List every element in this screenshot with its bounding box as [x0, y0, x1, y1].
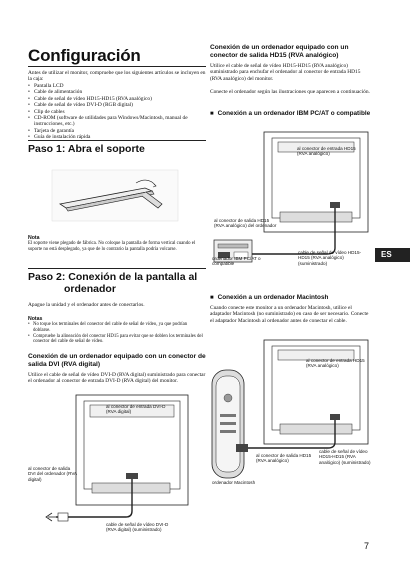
- title-rule: [28, 66, 206, 67]
- paso2-notes-title: Notas: [28, 316, 43, 322]
- mac-output-label: al conector de salida HD15 (RVA analógico): [256, 453, 312, 464]
- hd15-text2: Conecte el ordenador según las ilustraciones que aparecen a continuación.: [210, 89, 370, 95]
- ibm-output-label: al conector de salida HD15 (RVA analógico) del ordenador: [214, 218, 277, 229]
- paso1-heading: Paso 1: Abra el soporte: [28, 143, 145, 155]
- section-rule: [28, 140, 206, 141]
- list-item: • Guía de instalación rápida: [28, 134, 206, 140]
- list-item: • Cable de señal de vídeo DVI-D (RGB digital): [28, 102, 206, 108]
- hd15-text: Utilice el cable de señal de vídeo HD15-HD15 (RVA analógico) suministrado para enchufar el ordenador al conector de entrada HD15 (RVA analógico) del monitor.: [210, 63, 361, 82]
- paso1-note-text: El soporte viene plegado de fábrica. No coloque la pantalla de forma vertical cuando el soporte no está desplegado, ya que de lo contrario la pantalla podría volcarse.: [28, 241, 196, 252]
- dvi-text: Utilice el cable de señal de vídeo DVI-D (RVA digital) suministrado para conectar el ordenador al conector de entrada DVI-D (RVA digital) del monitor.: [28, 372, 206, 385]
- list-item: • Compruebe la alineación del conector HD15 para evitar que se doblen los terminales del conector del cable de señal de vídeo.: [28, 333, 203, 345]
- dvi-input-label: al conector de entrada DVI-D (RVA digital): [106, 404, 166, 415]
- ibm-computer-label: ordenador IBM PC/AT o compatible: [212, 256, 261, 267]
- hd15-heading: Conexión de un ordenador equipado con un conector de salida HD15 (RVA analógico): [210, 44, 349, 59]
- mac-computer-label: ordenador Macintosh: [212, 480, 256, 485]
- dvi-output-label: al conector de salida DVI del ordenador (RVA digital): [28, 466, 77, 482]
- list-item: • Pantalla LCD: [28, 83, 206, 89]
- paso2-heading-line2: ordenador: [64, 283, 116, 295]
- ibm-input-label: al conector de entrada HD15 (RVA analógico): [297, 146, 356, 157]
- list-item: • Clip de cables: [28, 109, 206, 115]
- language-tab: ES: [375, 248, 410, 262]
- page-title: Configuración: [28, 46, 141, 65]
- stand-illustration: [50, 168, 180, 223]
- dvi-cable-label: cable de señal de vídeo DVI-D (RVA digital) (suministrado): [106, 522, 169, 533]
- list-item: • CD-ROM (software de utilidades para Windows/Macintosh, manual de instrucciones, etc.): [28, 115, 206, 128]
- page-number: 7: [364, 541, 370, 551]
- mac-heading: ■ Conexión a un ordenador Macintosh: [210, 294, 329, 301]
- list-item: • No toque los terminales del conector del cable de señal de vídeo, ya que podrían doblarse.: [28, 322, 188, 333]
- list-item: • Cable de alimentación: [28, 89, 206, 95]
- mac-input-label: al conector de entrada HD15 (RVA analógico): [306, 358, 365, 369]
- intro-text: Antes de utilizar el monitor, compruebe que los siguientes artículos se incluyen en la caja:: [28, 70, 206, 83]
- paso1-note-title: Nota: [28, 235, 40, 241]
- square-bullet-icon: ■: [210, 295, 214, 301]
- paso2-notes-list: [28, 322, 204, 345]
- ibm-cable-label: cable de señal de vídeo HD15-HD15 (RVA analógico) (suministrado): [298, 250, 362, 266]
- paso2-heading-line1: Paso 2: Conexión de la pantalla al: [28, 271, 198, 283]
- dvi-heading: Conexión de un ordenador equipado con un conector de salida DVI (RVA digital): [28, 353, 206, 368]
- paso2-intro: Apague la unidad y el ordenador antes de conectarlos.: [28, 302, 145, 308]
- contents-list: [28, 83, 206, 141]
- mac-text: Cuando conecte este monitor a un ordenador Macintosh, utilice el adaptador Macintosh (no suministrado) en caso de ser necesario. Conecte el adaptador Macintosh al ordenador antes de conectar el cable.: [210, 305, 369, 324]
- section-rule: [28, 268, 206, 269]
- ibm-heading: ■ Conexión a un ordenador IBM PC/AT o compatible: [210, 110, 371, 117]
- square-bullet-icon: ■: [210, 111, 214, 117]
- list-item: • Cable de señal de vídeo HD15-HD15 (RVA analógico): [28, 96, 206, 102]
- list-item: • Tarjeta de garantía: [28, 128, 206, 134]
- mac-cable-label: cable de señal de vídeo HD15-HD15 (RVA analógico) (suministrado): [319, 449, 371, 465]
